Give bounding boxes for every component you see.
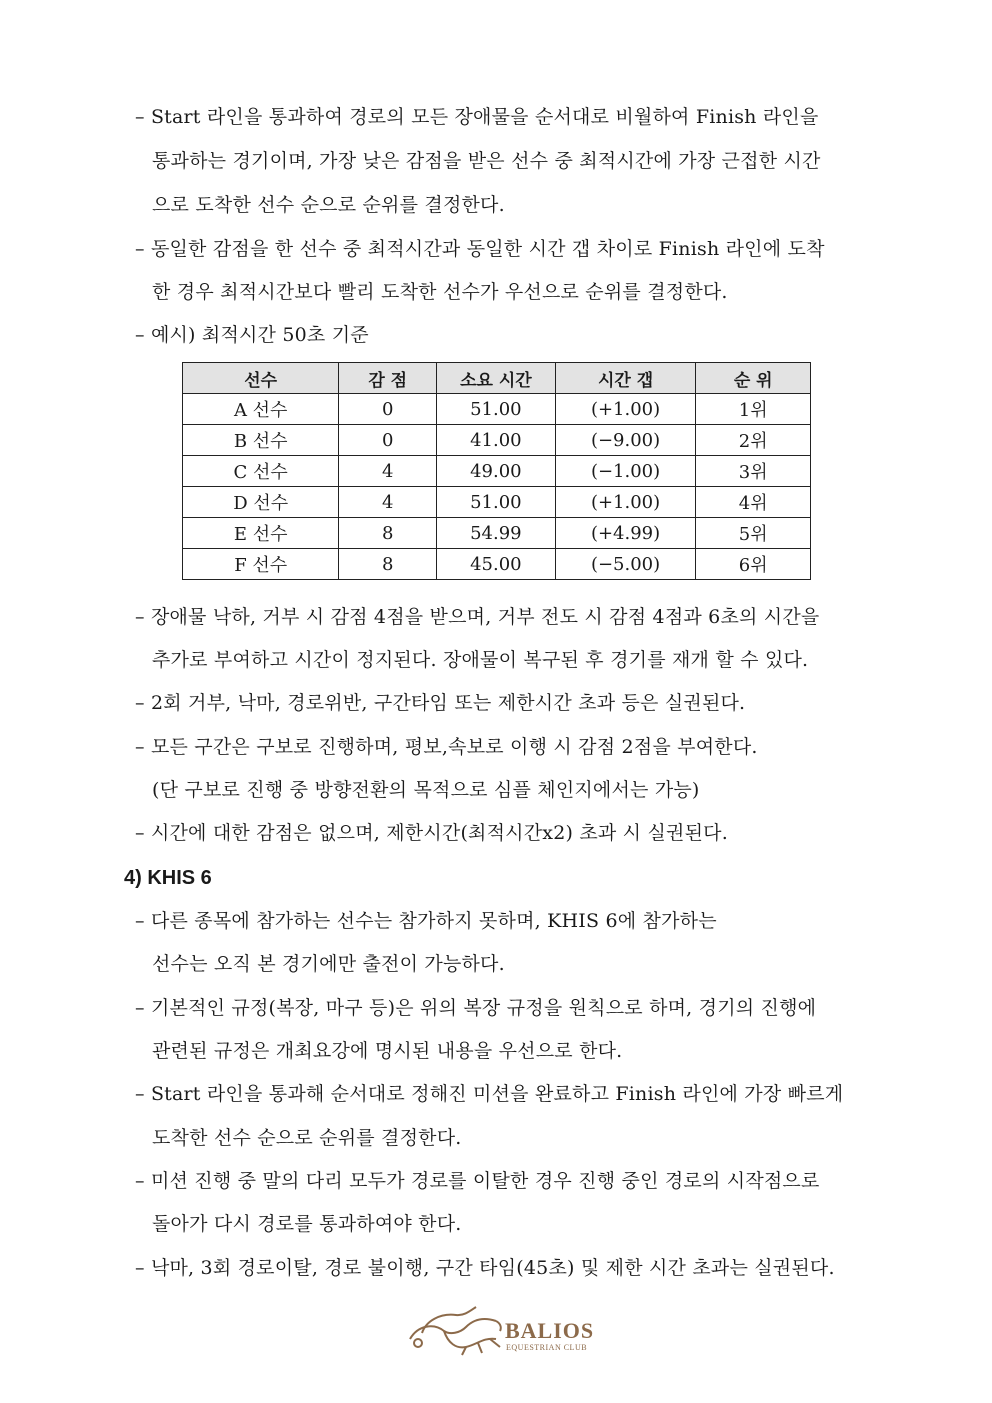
rule-line: 선수는 오직 본 경기에만 출전이 가능하다. (152, 953, 505, 975)
cell-penalty: 8 (339, 549, 437, 580)
rule-line: – 동일한 감점을 한 선수 중 최적시간과 동일한 시간 갭 차이로 Finish 라인에 도착 (135, 238, 825, 260)
rule-line: – 모든 구간은 구보로 진행하며, 평보,속보로 이행 시 감점 2점을 부여한다. (135, 736, 758, 758)
rule-line: (단 구보로 진행 중 방향전환의 목적으로 심플 체인지에서는 가능) (152, 779, 700, 801)
cell-time: 41.00 (437, 425, 556, 456)
rule-line: – 기본적인 규정(복장, 마구 등)은 위의 복장 규정을 원칙으로 하며, 경기의 진행에 (135, 997, 817, 1019)
rule-line: 으로 도착한 선수 순으로 순위를 결정한다. (152, 194, 505, 216)
rule-line: 한 경우 최적시간보다 빨리 도착한 선수가 우선으로 순위를 결정한다. (152, 281, 728, 303)
cell-time-gap: (−5.00) (555, 549, 696, 580)
header-time-gap: 시간 갭 (555, 363, 696, 394)
cell-rank: 4위 (696, 487, 811, 518)
cell-rank: 6위 (696, 549, 811, 580)
example-label: – 예시) 최적시간 50초 기준 (135, 324, 369, 346)
rule-line: – 시간에 대한 감점은 없으며, 제한시간(최적시간x2) 초과 시 실권된다. (135, 822, 728, 844)
cell-player: C 선수 (183, 456, 339, 487)
rule-line: 통과하는 경기이며, 가장 낮은 감점을 받은 선수 중 최적시간에 가장 근접한 시간 (152, 150, 821, 172)
cell-time: 51.00 (437, 487, 556, 518)
section-heading: 4) KHIS 6 (124, 867, 212, 889)
cell-rank: 1위 (696, 394, 811, 425)
header-rank: 순 위 (696, 363, 811, 394)
table-row (183, 456, 811, 487)
rule-line: – Start 라인을 통과해 순서대로 정해진 미션을 완료하고 Finish 라인에 가장 빠르게 (135, 1083, 844, 1105)
cell-time: 51.00 (437, 394, 556, 425)
cell-rank: 5위 (696, 518, 811, 549)
rule-line: 추가로 부여하고 시간이 정지된다. 장애물이 복구된 후 경기를 재개 할 수 있다. (152, 649, 809, 671)
logo-subtitle: EQUESTRIAN CLUB (506, 1343, 588, 1352)
cell-penalty: 4 (339, 487, 437, 518)
rule-line: – 장애물 낙하, 거부 시 감점 4점을 받으며, 거부 전도 시 감점 4점과 6초의 시간을 (135, 606, 820, 628)
cell-penalty: 0 (339, 425, 437, 456)
table-header-row (183, 363, 811, 394)
cell-time-gap: (+4.99) (555, 518, 696, 549)
cell-time-gap: (+1.00) (555, 394, 696, 425)
cell-player: E 선수 (183, 518, 339, 549)
rule-line: 관련된 규정은 개최요강에 명시된 내용을 우선으로 한다. (152, 1040, 623, 1062)
header-penalty: 감 점 (339, 363, 437, 394)
cell-rank: 2위 (696, 425, 811, 456)
cell-time: 49.00 (437, 456, 556, 487)
cell-player: F 선수 (183, 549, 339, 580)
logo-name: BALIOS (505, 1318, 595, 1343)
cell-penalty: 0 (339, 394, 437, 425)
cell-penalty: 4 (339, 456, 437, 487)
header-player: 선수 (183, 363, 339, 394)
rule-line: – 2회 거부, 낙마, 경로위반, 구간타임 또는 제한시간 초과 등은 실권된다. (135, 692, 746, 714)
cell-time-gap: (−9.00) (555, 425, 696, 456)
rule-line: – Start 라인을 통과하여 경로의 모든 장애물을 순서대로 비월하여 Finish 라인을 (135, 106, 819, 128)
cell-player: D 선수 (183, 487, 339, 518)
header-time: 소요 시간 (437, 363, 556, 394)
cell-time: 54.99 (437, 518, 556, 549)
cell-penalty: 8 (339, 518, 437, 549)
cell-player: A 선수 (183, 394, 339, 425)
table-row (183, 487, 811, 518)
cell-player: B 선수 (183, 425, 339, 456)
rule-line: 도착한 선수 순으로 순위를 결정한다. (152, 1127, 462, 1149)
cell-time: 45.00 (437, 549, 556, 580)
rule-line: – 낙마, 3회 경로이탈, 경로 불이행, 구간 타임(45초) 및 제한 시간 초과는 실권된다. (135, 1257, 835, 1279)
example-result-table (182, 362, 811, 580)
table-row (183, 518, 811, 549)
table-row (183, 394, 811, 425)
cell-time-gap: (−1.00) (555, 456, 696, 487)
rule-line: – 미션 진행 중 말의 다리 모두가 경로를 이탈한 경우 진행 중인 경로의 시작점으로 (135, 1170, 820, 1192)
table-row (183, 425, 811, 456)
rule-line: – 다른 종목에 참가하는 선수는 참가하지 못하며, KHIS 6에 참가하는 (135, 910, 717, 932)
table-row (183, 549, 811, 580)
rule-line: 돌아가 다시 경로를 통과하여야 한다. (152, 1213, 462, 1235)
cell-time-gap: (+1.00) (555, 487, 696, 518)
cell-rank: 3위 (696, 456, 811, 487)
